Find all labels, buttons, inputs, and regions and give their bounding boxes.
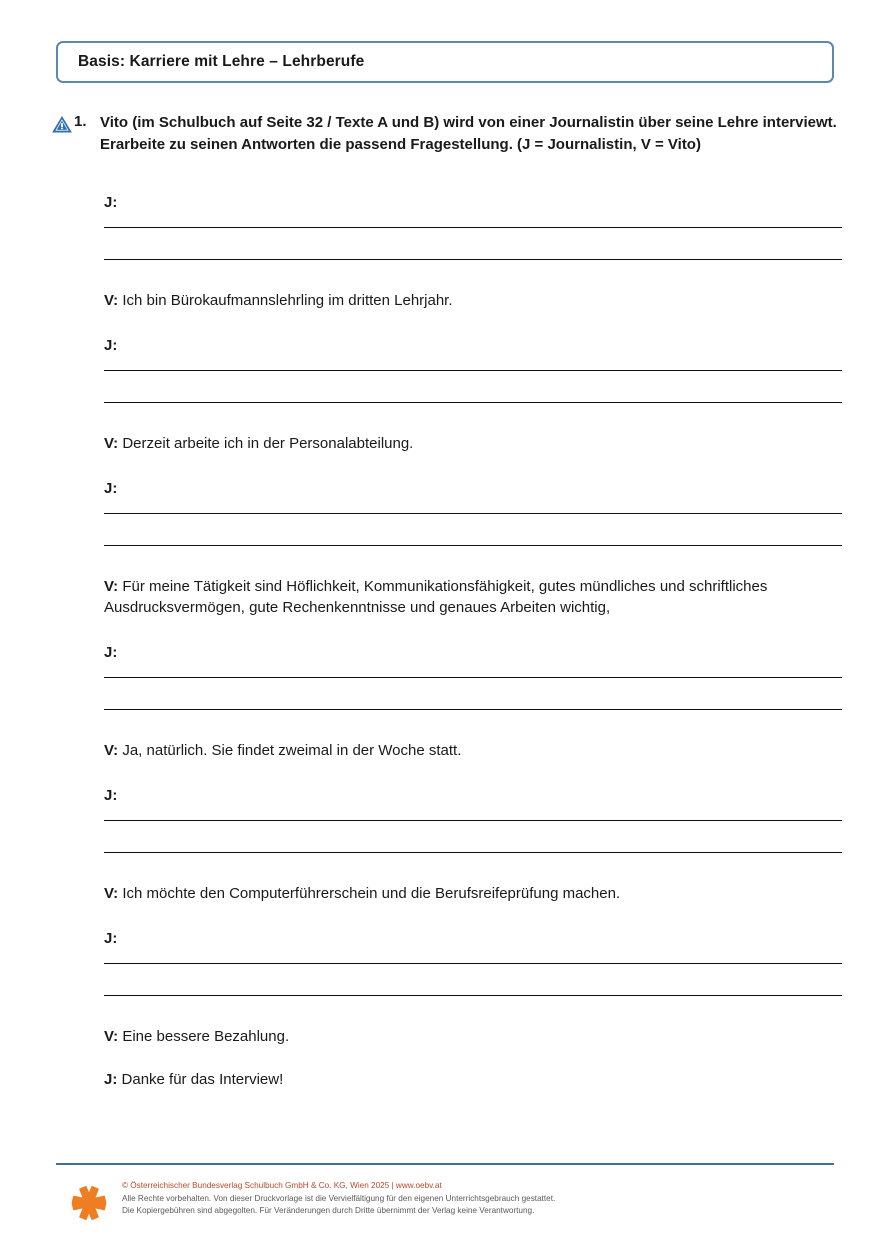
speaker-label: V: — [104, 292, 123, 309]
dialogue-text: Ja, natürlich. Sie findet zweimal in der Woche statt. — [122, 742, 462, 759]
answer-lines[interactable] — [104, 963, 842, 996]
dialogue-text: Eine bessere Bezahlung. — [122, 1028, 290, 1045]
page-title: Basis: Karriere mit Lehre – Lehrberufe — [78, 53, 365, 70]
dialogue-text: Danke für das Interview! — [121, 1071, 284, 1088]
speaker-label: J: — [104, 194, 118, 211]
writing-line[interactable] — [104, 963, 842, 964]
writing-line[interactable] — [104, 370, 842, 371]
task-number: 1. — [74, 113, 87, 130]
writing-line[interactable] — [104, 227, 842, 228]
dialogue-entry — [104, 740, 842, 761]
answer-lines[interactable] — [104, 677, 842, 710]
dialogue-entry — [104, 290, 842, 311]
writing-line[interactable] — [104, 820, 842, 821]
speaker-label: V: — [104, 578, 123, 595]
dialogue-entry — [104, 1069, 842, 1090]
dialogue-entry — [104, 335, 842, 356]
footer-line-1: © Österreichischer Bundesverlag Schulbuch GmbH & Co. KG, Wien 2025 | www.oebv.at — [122, 1181, 442, 1190]
speaker-label: V: — [104, 1028, 123, 1045]
speaker-label: V: — [104, 742, 123, 759]
speaker-label: J: — [104, 337, 118, 354]
dialogue-entry — [104, 1026, 842, 1047]
dialogue-entry — [104, 433, 842, 454]
dialogue-entry — [104, 883, 842, 904]
answer-lines[interactable] — [104, 820, 842, 853]
speaker-label: V: — [104, 435, 123, 452]
dialogue-entry — [104, 785, 842, 806]
answer-lines[interactable] — [104, 227, 842, 260]
oebv-logo-icon — [56, 1176, 122, 1224]
dialogue-area — [104, 192, 842, 1090]
answer-lines[interactable] — [104, 513, 842, 546]
speaker-label: J: — [104, 480, 118, 497]
dialogue-text: Derzeit arbeite ich in der Personalabteilung. — [122, 435, 414, 452]
answer-lines[interactable] — [104, 370, 842, 403]
speaker-label: J: — [104, 787, 118, 804]
speaker-label: J: — [104, 930, 118, 947]
dialogue-text: Für meine Tätigkeit sind Höflichkeit, Kommunikationsfähigkeit, gutes mündliches und schriftliches Ausdrucksvermögen, gute Rechenkenntnisse und genaues Arbeiten wichtig, — [104, 578, 768, 616]
footer-divider — [56, 1163, 834, 1165]
speaker-label: J: — [104, 644, 118, 661]
header-banner — [56, 41, 834, 83]
speaker-label: J: — [104, 1071, 122, 1088]
footer-line-2: Alle Rechte vorbehalten. Von dieser Druckvorlage ist die Vervielfältigung für den eigenen Unterrichtsgebrauch gestattet. — [122, 1193, 556, 1203]
task-instruction: Vito (im Schulbuch auf Seite 32 / Texte A und B) wird von einer Journalistin über seine Lehre interviewt. Erarbeite zu seinen Antworten die passend Fragestellung. (J = Journalistin, V = Vito) — [100, 114, 837, 153]
dialogue-text: Ich möchte den Computerführerschein und die Berufsreifeprüfung machen. — [122, 885, 621, 902]
writing-line[interactable] — [104, 677, 842, 678]
task-block — [52, 112, 842, 156]
footer — [56, 1176, 834, 1224]
writing-line[interactable] — [104, 513, 842, 514]
footer-line-3: Die Kopiergebühren sind abgegolten. Für Veränderungen durch Dritte übernimmt der Verlag keine Verantwortung. — [122, 1206, 535, 1216]
dialogue-text: Ich bin Bürokaufmannslehrling im dritten Lehrjahr. — [122, 292, 453, 309]
dialogue-entry — [104, 642, 842, 663]
footer-copyright — [122, 1176, 834, 1218]
speaker-label: V: — [104, 885, 123, 902]
warning-triangle-icon — [52, 112, 74, 138]
dialogue-entry — [104, 192, 842, 213]
dialogue-entry — [104, 478, 842, 499]
dialogue-entry — [104, 576, 842, 618]
dialogue-entry — [104, 928, 842, 949]
